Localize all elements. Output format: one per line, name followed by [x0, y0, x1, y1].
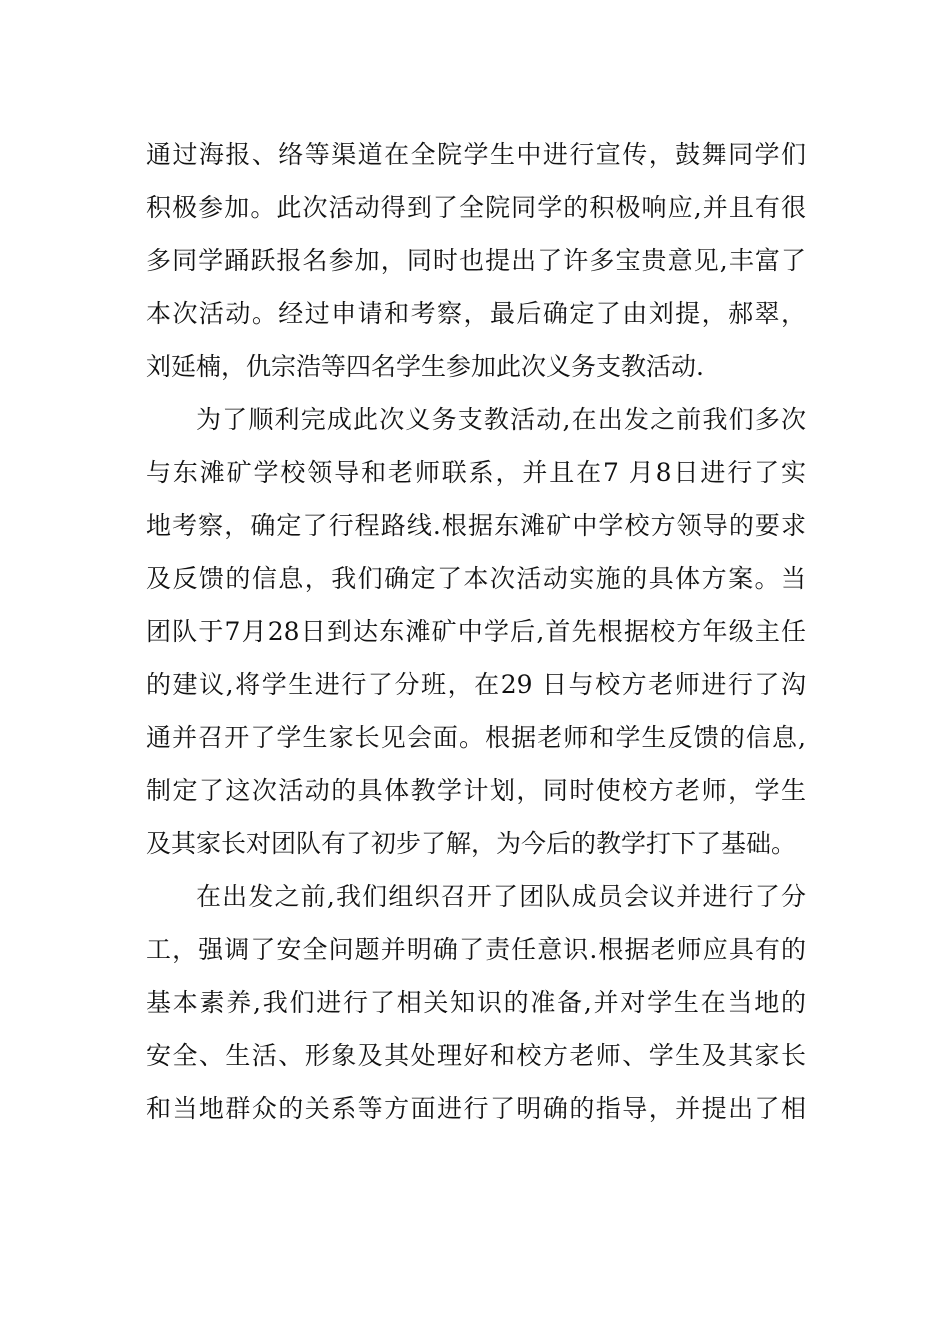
paragraph-2: [146, 393, 806, 870]
text-line: 多同学踊跃报名参加，同时也提出了许多宝贵意见,丰富了: [146, 246, 806, 275]
text-line: 为了顺利完成此次义务支教活动,在出发之前我们多次: [196, 405, 806, 434]
paragraph-3: [146, 870, 806, 1135]
text-line: 和当地群众的关系等方面进行了明确的指导，并提出了相: [146, 1094, 806, 1123]
document-body: [146, 128, 806, 1135]
text-line: 及反馈的信息，我们确定了本次活动实施的具体方案。当: [146, 564, 806, 593]
text-line: 与东滩矿学校领导和老师联系，并且在7 月8日进行了实: [146, 458, 806, 487]
text-line: 本次活动。经过申请和考察，最后确定了由刘提，郝翠，: [146, 299, 806, 328]
text-line: 通过海报、络等渠道在全院学生中进行宣传，鼓舞同学们: [146, 140, 806, 169]
text-line: 刘延楠，仇宗浩等四名学生参加此次义务支教活动.: [146, 352, 704, 381]
text-line: 制定了这次活动的具体教学计划，同时使校方老师，学生: [146, 776, 806, 805]
text-line: 通并召开了学生家长见会面。根据老师和学生反馈的信息,: [146, 723, 806, 752]
paragraph-1: [146, 128, 806, 393]
text-line: 安全、生活、形象及其处理好和校方老师、学生及其家长: [146, 1041, 806, 1070]
text-line: 工，强调了安全问题并明确了责任意识.根据老师应具有的: [146, 935, 806, 964]
text-line: 团队于7月28日到达东滩矿中学后,首先根据校方年级主任: [146, 617, 806, 646]
text-line: 在出发之前,我们组织召开了团队成员会议并进行了分: [196, 882, 806, 911]
text-line: 及其家长对团队有了初步了解，为今后的教学打下了基础。: [146, 829, 797, 858]
text-line: 积极参加。此次活动得到了全院同学的积极响应,并且有很: [146, 193, 806, 222]
text-line: 的建议,将学生进行了分班，在29 日与校方老师进行了沟: [146, 670, 806, 699]
text-line: 基本素养,我们进行了相关知识的准备,并对学生在当地的: [146, 988, 806, 1017]
text-line: 地考察，确定了行程路线.根据东滩矿中学校方领导的要求: [146, 511, 806, 540]
